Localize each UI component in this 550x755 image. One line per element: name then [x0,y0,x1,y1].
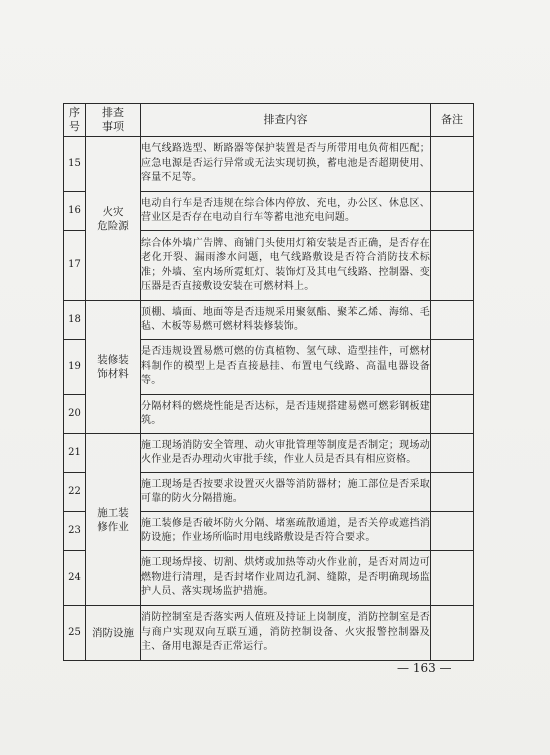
row-number: 16 [64,192,86,231]
header-content: 排查内容 [141,104,431,137]
row-note [431,434,474,473]
table-row [64,606,474,661]
table-row [64,434,474,473]
row-content: 综合体外墙广告牌、商铺门头使用灯箱安装是否正确，是否存在老化开裂、漏雨渗水问题，电气线路敷设是否符合消防技术标准；外墙、室内场所霓虹灯、装饰灯及其电气线路、控制器、变压器是否直接敷设安装在可燃材料上。 [141,231,431,301]
category-decoration-materials [86,301,141,434]
header-no: 序号 [64,104,86,137]
row-note [431,473,474,512]
header-category [86,104,141,137]
row-note [431,551,474,606]
row-number: 22 [64,473,86,512]
row-note [431,606,474,661]
table-header-row [64,104,474,137]
row-number: 20 [64,395,86,434]
row-note [431,301,474,340]
row-number: 23 [64,512,86,551]
row-number: 25 [64,606,86,661]
row-note [431,512,474,551]
category-fire-hazard-text: 火灾 危险源 [97,205,129,232]
row-number: 21 [64,434,86,473]
row-content: 施工现场消防安全管理、动火审批管理等制度是否制定；现场动火作业是否办理动火审批手续，作业人员是否具有相应资格。 [141,434,431,473]
row-content: 施工装修是否破坏防火分隔、堵塞疏散通道，是否关停或遮挡消防设施；作业场所临时用电线路敷设是否符合要求。 [141,512,431,551]
row-content: 电动自行车是否违规在综合体内停放、充电，办公区、休息区、营业区是否存在电动自行车等蓄电池充电问题。 [141,192,431,231]
row-note [431,395,474,434]
category-construction [86,434,141,606]
row-number: 17 [64,231,86,301]
row-number: 24 [64,551,86,606]
header-note: 备注 [431,104,474,137]
header-category-text: 排查 事项 [102,106,124,133]
row-content: 是否违规设置易燃可燃的仿真植物、氢气球、造型挂件，可燃材料制作的模型上是否直接悬挂、布置电气线路、高温电器设备等。 [141,340,431,395]
row-content: 顶棚、墙面、地面等是否违规采用聚氨酯、聚苯乙烯、海绵、毛毡、木板等易燃可燃材料装修装饰。 [141,301,431,340]
row-number: 18 [64,301,86,340]
table-row [64,137,474,192]
row-note [431,231,474,301]
table-row [64,301,474,340]
row-content: 分隔材料的燃烧性能是否达标，是否违规搭建易燃可燃彩钢板建筑。 [141,395,431,434]
row-content: 电气线路选型、断路器等保护装置是否与所带用电负荷相匹配；应急电源是否运行异常或无法实现切换，蓄电池是否超期使用、容量不足等。 [141,137,431,192]
row-number: 19 [64,340,86,395]
row-content: 消防控制室是否落实两人值班及持证上岗制度，消防控制室是否与商户实现双向互联互通，消防控制设备、火灾报警控制器及主、备用电源是否正常运行。 [141,606,431,661]
row-content: 施工现场是否按要求设置灭火器等消防器材；施工部位是否采取可靠的防火分隔措施。 [141,473,431,512]
inspection-table [63,103,474,661]
row-note [431,192,474,231]
row-number: 15 [64,137,86,192]
category-fire-hazard [86,137,141,301]
page-number: — 163 — [397,661,452,675]
row-note [431,137,474,192]
row-content: 施工现场焊接、切割、烘烤或加热等动火作业前，是否对周边可燃物进行清理，是否封堵作业周边孔洞、缝隙，是否明确现场监护人员、落实现场监护措施。 [141,551,431,606]
category-construction-text: 施工装 修作业 [97,506,129,533]
category-decoration-materials-text: 装修装 饰材料 [97,354,129,380]
row-note [431,340,474,395]
category-fire-facilities: 消防设施 [86,606,141,661]
